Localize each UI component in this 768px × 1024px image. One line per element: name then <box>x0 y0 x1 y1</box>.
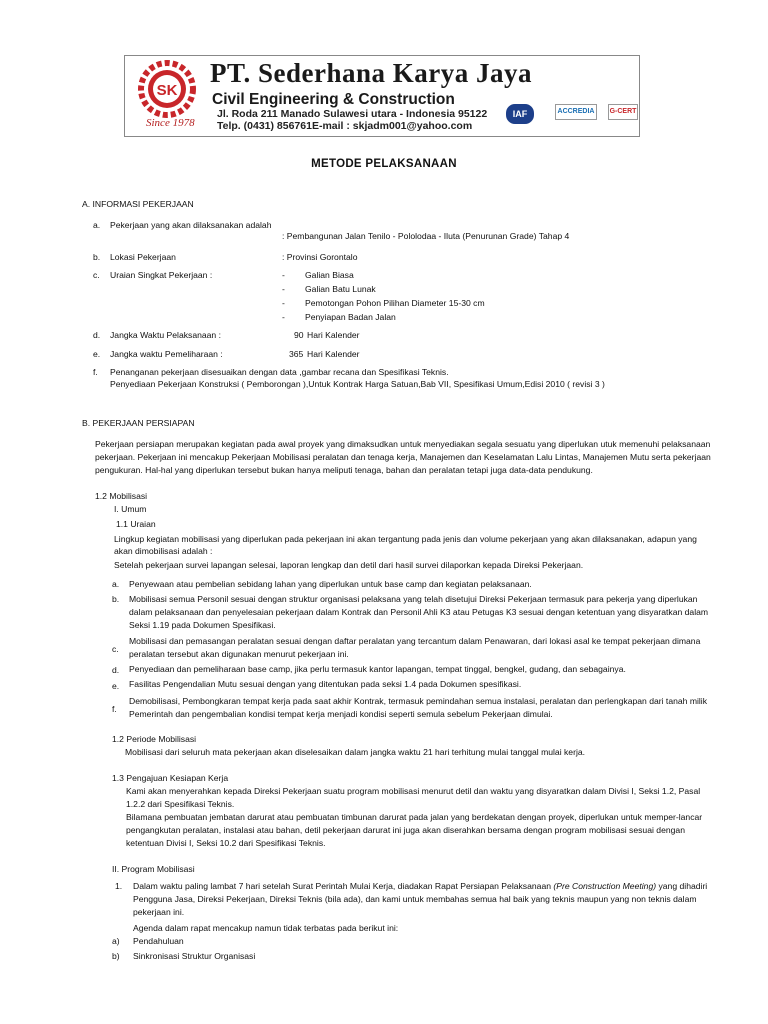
list-line: dalam pelaksanaan dan penyelesaian pekerjaan dalam Kontrak dan Personil Ahli K3 atau Petugas K3 sesuai dengan ketentuan yang disyaratkan dalam <box>129 607 709 617</box>
program-agenda: Agenda dalam rapat mencakup namun tidak terbatas pada berikut ini: <box>133 923 399 933</box>
list-item: Galian Batu Lunak <box>305 284 376 294</box>
list-label: c. <box>112 644 119 654</box>
company-address: Jl. Roda 211 Manado Sulawesi utara - Indonesia 95122 <box>217 108 488 120</box>
company-subtitle: Civil Engineering & Construction <box>212 91 455 108</box>
list-label: d. <box>112 665 120 675</box>
list-item: Galian Biasa <box>305 270 354 280</box>
program-item-text: Dalam waktu paling lambat 7 hari setelah Surat Perintah Mulai Kerja, diadakan Rapat Persiapan Pelaksanaan <box>133 881 554 891</box>
list-line: Penyewaan atau pembelian sebidang lahan yang diperlukan untuk base camp dan kegiatan pelaksanaan. <box>129 579 532 589</box>
document-title: METODE PELAKSANAAN <box>311 158 457 170</box>
pengajuan-line: Bilamana pembuatan jembatan darurat atau pembuatan timbunan darurat pada jalan yang berdekatan dengan proyek, diperlukan untuk memper-lancar <box>126 812 703 822</box>
program-item-line <box>133 880 707 892</box>
uraian-line: akan dimobilisasi adalah : <box>114 546 213 556</box>
list-line: Penyediaan dan pemeliharaan base camp, jika perlu termasuk kantor lapangan, tempat tinggal, bengkel, gudang, dan sebagainya. <box>129 664 626 674</box>
item-label: b. <box>93 252 101 262</box>
periode-text: Mobilisasi dari seluruh mata pekerjaan akan diselesaikan dalam jangka waktu 21 hari terhitung mulai tanggal mulai kerja. <box>125 747 586 757</box>
program-item-label: 1. <box>115 881 123 891</box>
agenda-label: a) <box>112 936 120 946</box>
uraian-heading: 1.1 Uraian <box>116 519 156 529</box>
list-line: Seksi 1.19 pada Dokumen Spesifikasi. <box>129 620 276 630</box>
item-value: : Provinsi Gorontalo <box>282 252 358 262</box>
list-label: b. <box>112 594 120 604</box>
list-line: peralatan tersebut akan digunakan menurut pekerjaan ini. <box>129 649 349 659</box>
mobilisasi-heading: 1.2 Mobilisasi <box>95 491 148 501</box>
uraian-line: Setelah pekerjaan survei lapangan selesai, laporan lengkap dan detil dari hasil survei dilaporkan kepada Direksi Pekerjaan. <box>114 560 584 570</box>
item-text: Jangka waktu Pemeliharaan : <box>110 349 223 359</box>
periode-heading: 1.2 Periode Mobilisasi <box>112 734 197 744</box>
item-text-2: Penyediaan Pekerjaan Konstruksi ( Pemborongan ),Untuk Kontrak Harga Satuan,Bab VII, Spesifikasi Umum,Edisi 2010 ( revisi 3 ) <box>110 379 605 389</box>
list-item: Pemotongan Pohon Pilihan Diameter 15-30 cm <box>305 298 485 308</box>
pengajuan-line: pengangkutan peralatan, instalasi atau bahan, detil pekerjaan darurat ini juga akan diserahkan bersama dengan program mobilisasi sesuai dengan <box>126 825 685 835</box>
item-text: Penanganan pekerjaan disesuaikan dengan data ,gambar recana dan Spesifikasi Teknis. <box>110 367 449 377</box>
umum-heading: I. Umum <box>114 504 147 514</box>
pengajuan-line: Kami akan menyerahkan kepada Direksi Pekerjaan suatu program mobilisasi menurut detil dan waktu yang disyaratkan dalam Divisi I, Seksi 1.2, Pasal <box>126 786 701 796</box>
uraian-line: Lingkup kegiatan mobilisasi yang diperlukan pada pekerjaan ini akan tergantung pada jenis dan volume pekerjaan yang akan dilaksanakan, adapun yang <box>114 534 697 544</box>
pengajuan-line: 1.2.2 dari Spesifikasi Teknis. <box>126 799 235 809</box>
list-label: f. <box>112 704 117 714</box>
agenda-item: Sinkronisasi Struktur Organisasi <box>133 951 256 961</box>
program-heading: II. Program Mobilisasi <box>112 864 195 874</box>
section-a-heading: A. INFORMASI PEKERJAAN <box>82 199 194 209</box>
list-label: e. <box>112 681 120 691</box>
accredia-badge: ACCREDIA <box>555 104 597 120</box>
since-text: Since 1978 <box>146 117 195 129</box>
list-label: a. <box>112 579 120 589</box>
item-label: f. <box>93 367 98 377</box>
duration-unit: Hari Kalender <box>307 330 360 340</box>
item-text: Lokasi Pekerjaan <box>110 252 176 262</box>
list-dash: - <box>282 312 285 322</box>
agenda-label: b) <box>112 951 120 961</box>
program-item-line: Pengguna Jasa, Direksi Pekerjaan, Direksi Teknis (bila ada), dan kami untuk membahas semua hal baik yang teknis maupun yang non teknis dalam <box>133 894 697 904</box>
program-item-italic: (Pre Construction Meeting) <box>553 881 657 891</box>
list-dash: - <box>282 270 285 280</box>
iaf-badge: IAF <box>506 104 534 124</box>
item-text: Pekerjaan yang akan dilaksanakan adalah <box>110 220 272 230</box>
list-line: Fasilitas Pengendalian Mutu sesuai dengan yang ditentukan pada seksi 1.4 pada Dokumen spesifikasi. <box>129 679 522 689</box>
item-text: Uraian Singkat Pekerjaan : <box>110 270 213 280</box>
gcert-badge: G-CERT <box>608 104 638 120</box>
list-item: Penyiapan Badan Jalan <box>305 312 396 322</box>
program-item-line: pekerjaan ini. <box>133 907 185 917</box>
item-label: c. <box>93 270 100 280</box>
program-item-text: yang dihadiri <box>656 881 708 891</box>
company-name: PT. Sederhana Karya Jaya <box>210 58 532 88</box>
list-dash: - <box>282 284 285 294</box>
pengajuan-heading: 1.3 Pengajuan Kesiapan Kerja <box>112 773 229 783</box>
duration-value: 90 <box>294 330 304 340</box>
maintenance-value: 365 <box>289 349 304 359</box>
item-text: Jangka Waktu Pelaksanaan : <box>110 330 221 340</box>
list-line: Mobilisasi dan pemasangan peralatan sesuai dengan daftar peralatan yang tercantum dalam Penawaran, dari lokasi asal ke tempat pekerjaan dimana <box>129 636 701 646</box>
intro-line: pekerjaan. Pekerjaan ini mencakup Pekerjaan Mobilisasi peralatan dan tenaga kerja, Manajemen dan Keselamatan Lalu Lintas, Manajemen Mutu serta pekerjaan <box>95 452 711 462</box>
item-value: : Pembangunan Jalan Tenilo - Pololodaa - Iluta (Penurunan Grade) Tahap 4 <box>282 231 570 241</box>
maintenance-unit: Hari Kalender <box>307 349 360 359</box>
intro-line: Pekerjaan persiapan merupakan kegiatan pada awal proyek yang dimaksudkan untuk menyediakan segala sesuatu yang diperlukan utuk memenuhi pelaksanaan <box>95 439 711 449</box>
company-logo-icon <box>134 58 200 120</box>
section-b-heading: B. PEKERJAAN PERSIAPAN <box>82 418 195 428</box>
item-label: a. <box>93 220 101 230</box>
item-label: e. <box>93 349 101 359</box>
pengajuan-line: ketentuan Divisi I, Seksi 10.2 dari Spesifikasi Teknis. <box>126 838 326 848</box>
company-contact: Telp. (0431) 856761E-mail : skjadm001@yahoo.com <box>217 120 473 132</box>
agenda-item: Pendahuluan <box>133 936 184 946</box>
list-line: Demobilisasi, Pembongkaran tempat kerja pada saat akhir Kontrak, termasuk pemindahan semua instalasi, peralatan dan perlengkapan dari tanah milik <box>129 696 708 706</box>
intro-line: pengukuran. Hal-hal yang diperlukan tersebut bukan hanya meliputi tenaga, bahan dan peralatan tetapi juga data-data pendukung. <box>95 465 593 475</box>
list-dash: - <box>282 298 285 308</box>
item-label: d. <box>93 330 101 340</box>
logo-letters: SK <box>156 82 178 99</box>
list-line: Pemerintah dan pengembalian kondisi tempat kerja menjadi kondisi seperti semula sebelum Pekerjaan dimulai. <box>129 709 553 719</box>
list-line: Mobilisasi semua Personil sesuai dengan struktur organisasi pelaksana yang telah disetujui Direksi Pekerjaan termasuk para pekerja yang diperlukan <box>129 594 698 604</box>
